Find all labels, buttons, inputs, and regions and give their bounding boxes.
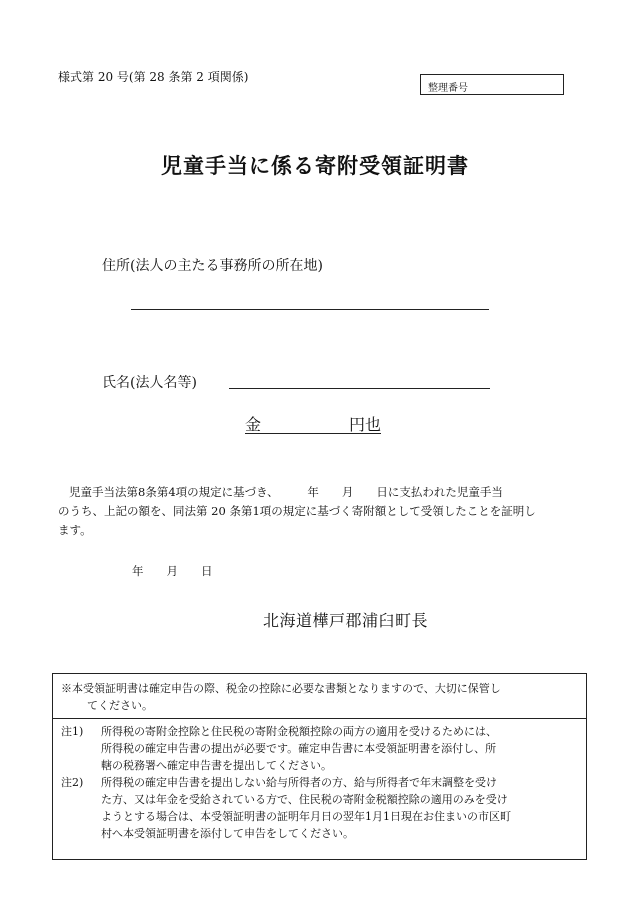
address-line xyxy=(131,309,489,310)
note-line: 所得税の確定申告書を提出しない給与所得者の方、給与所得者で年末調整を受け xyxy=(101,776,497,789)
note-line: 轄の税務署へ確定申告書を提出してください。 xyxy=(101,759,332,772)
note-line: 所得税の寄附金控除と住民税の寄附金税額控除の両方の適用を受けるためには、 xyxy=(101,725,497,738)
notice-line: ※本受領証明書は確定申告の際、税金の控除に必要な書類となりますので、大切に保管し xyxy=(61,682,501,695)
document-title: 児童手当に係る寄附受領証明書 xyxy=(161,153,469,178)
note-item xyxy=(53,774,586,842)
issue-date: 年 月 日 xyxy=(132,564,213,578)
amount-prefix: 金 xyxy=(245,415,262,434)
notes-box xyxy=(52,673,587,860)
reference-number-label: 整理番号 xyxy=(428,83,468,94)
name-line xyxy=(229,388,490,389)
storage-notice xyxy=(53,674,586,719)
certification-text xyxy=(58,483,578,540)
issuer-name: 北海道樺戸郡浦臼町長 xyxy=(263,611,429,630)
name-label: 氏名(法人名等) xyxy=(102,375,197,391)
note-line: た方、又は年金を受給されている方で、住民税の寄附金税額控除の適用のみを受け xyxy=(101,793,508,806)
note-mark: 注1) xyxy=(61,725,84,738)
reference-number-box xyxy=(420,74,564,95)
body-line: ます。 xyxy=(58,523,92,537)
note-line: 所得税の確定申告書の提出が必要です。確定申告書に本受領証明書を添付し、所 xyxy=(101,742,497,755)
amount-suffix: 円也 xyxy=(348,415,381,434)
note-mark: 注2) xyxy=(61,776,84,789)
body-line: 児童手当法第8条第4項の規定に基づき、 年 月 日に支払われた児童手当 xyxy=(69,485,503,499)
note-line: 村へ本受領証明書を添付して申告をしてください。 xyxy=(101,827,354,840)
amount-line xyxy=(245,412,381,434)
notice-line: てください。 xyxy=(87,699,153,712)
note-item xyxy=(53,719,586,774)
address-label: 住所(法人の主たる事務所の所在地) xyxy=(102,258,323,274)
note-line: ようとする場合は、本受領証明書の証明年月日の翌年1月1日現在お住まいの市区町 xyxy=(101,810,511,823)
body-line: のうち、上記の額を、同法第 20 条第1項の規定に基づく寄附額として受領したことを証明し xyxy=(58,504,536,518)
form-number: 様式第 20 号(第 28 条第 2 項関係) xyxy=(58,70,249,84)
